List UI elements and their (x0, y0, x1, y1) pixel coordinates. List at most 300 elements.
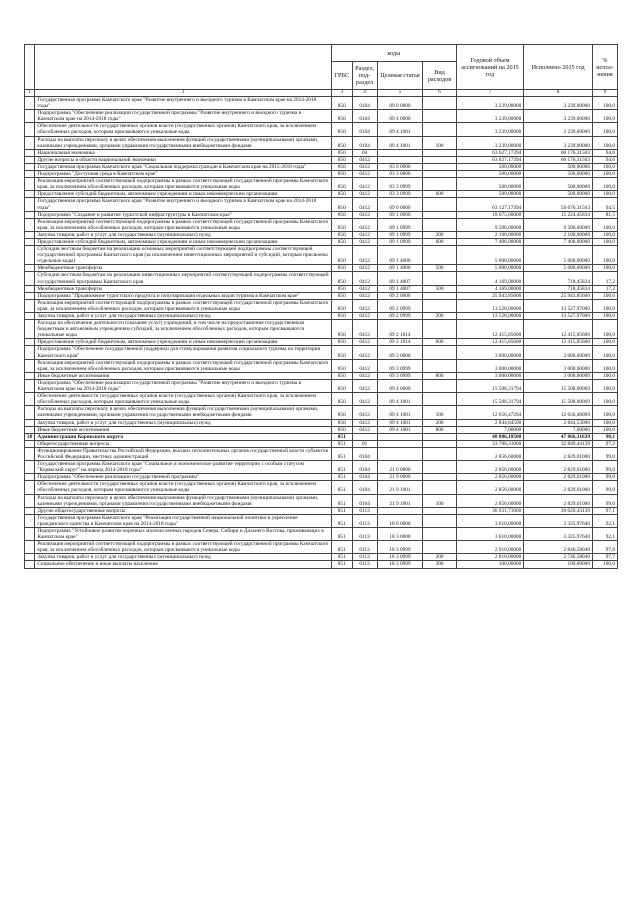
row-number (25, 406, 35, 419)
row-expense-type: 800 (423, 372, 456, 379)
row-number (25, 372, 35, 379)
row-number (25, 359, 35, 372)
header-name-cell (35, 45, 331, 90)
row-grbs: 851 (331, 447, 352, 460)
row-expense-type (423, 171, 456, 178)
row-grbs: 851 (331, 433, 352, 440)
row-expense-type: 200 (423, 419, 456, 426)
row-number (25, 554, 35, 561)
row-expense-type: 600 (423, 339, 456, 346)
row-executed: 9 506,00000 (524, 218, 593, 231)
row-razdel: 0412 (352, 299, 377, 312)
row-number (25, 481, 35, 494)
row-percent: 98,1 (592, 433, 617, 440)
row-annual-volume: 2 856,60000 (456, 461, 524, 474)
row-razdel: 0412 (352, 178, 377, 191)
row-target-article: 09 4 1001 (377, 419, 423, 426)
row-grbs: 850 (331, 406, 352, 419)
row-annual-volume: 2 100,00000 (456, 231, 524, 238)
row-grbs: 850 (331, 123, 352, 136)
row-grbs: 850 (331, 292, 352, 299)
row-number (25, 178, 35, 191)
row-grbs: 851 (331, 541, 352, 554)
table-row (25, 171, 618, 178)
table-row (25, 285, 618, 292)
table-row (25, 359, 618, 372)
row-annual-volume: 18 675,00000 (456, 211, 524, 218)
row-name: Подпрограмма "Доступная среда в Камчатском крае" (35, 171, 331, 178)
row-annual-volume: 500,00000 (456, 178, 524, 191)
row-percent: 17,2 (592, 272, 617, 285)
row-number (25, 246, 35, 265)
row-executed: 718,45834 (524, 272, 593, 285)
row-target-article: 03 3 0999 (377, 178, 423, 191)
row-expense-type: 300 (423, 561, 456, 568)
row-executed: 3 000,00000 (524, 359, 593, 372)
table-row (25, 426, 618, 433)
row-razdel: 0412 (352, 198, 377, 211)
table-row (25, 507, 618, 514)
row-razdel: 0412 (352, 211, 377, 218)
row-expense-type: 500 (423, 265, 456, 272)
row-grbs: 850 (331, 171, 352, 178)
row-executed: 13 527,97000 (524, 299, 593, 312)
table-row (25, 299, 618, 312)
row-grbs: 850 (331, 163, 352, 170)
row-razdel: 0412 (352, 238, 377, 245)
row-percent: 100,0 (592, 178, 617, 191)
row-percent: 100,0 (592, 406, 617, 419)
row-name: Государственная программа Камчатского края "Развитие внутреннего и въездного туризма в Камчатском крае на 2014-2018 годы" (35, 198, 331, 211)
row-annual-volume: 3 000,00000 (456, 359, 524, 372)
row-grbs: 850 (331, 393, 352, 406)
table-row (25, 313, 618, 320)
row-annual-volume: 5 000,00000 (456, 265, 524, 272)
row-executed: 3 000,00000 (524, 346, 593, 359)
row-name: Функционирование Правительства Российской Федерации, высших исполнительных органов государственной власти субъектов Российской Федерации, местных администраций (35, 447, 331, 460)
row-razdel: 0412 (352, 379, 377, 392)
column-index: 8 (524, 90, 593, 97)
row-executed: 59 676,31503 (524, 198, 593, 211)
row-grbs: 850 (331, 156, 352, 163)
row-executed: 500,00000 (524, 163, 593, 170)
row-razdel: 01 (352, 440, 377, 447)
row-grbs: 851 (331, 528, 352, 541)
row-razdel: 0104 (352, 110, 377, 123)
row-percent: 17,2 (592, 285, 617, 292)
table-row (25, 163, 618, 170)
row-percent: 97,1 (592, 507, 617, 514)
row-percent: 100,0 (592, 163, 617, 170)
row-annual-volume: 63 627,17394 (456, 156, 524, 163)
row-grbs: 850 (331, 246, 352, 265)
row-target-article: 18 3 0999 (377, 541, 423, 554)
row-number (25, 561, 35, 568)
row-target-article (377, 440, 423, 447)
row-razdel: 0412 (352, 406, 377, 419)
row-number (25, 379, 35, 392)
row-expense-type (423, 211, 456, 218)
row-razdel: 0113 (352, 507, 377, 514)
row-number (25, 149, 35, 156)
table-row (25, 433, 618, 440)
row-name: Предоставление субсидий бюджетным, автономным учреждениям и иным некоммерческим организациям (35, 339, 331, 346)
row-grbs: 850 (331, 198, 352, 211)
row-grbs: 851 (331, 440, 352, 447)
row-name: Общегосударственные вопросы (35, 440, 331, 447)
row-percent: 100,0 (592, 426, 617, 433)
row-name: Государственная программа Камчатского края "Социальное и экономическое развитие территории с особым статусом "Корякский округ" на период 2014-2018 годы" (35, 461, 331, 474)
row-grbs: 850 (331, 231, 352, 238)
row-target-article (377, 447, 423, 460)
row-name: Иные бюджетные ассигнования (35, 372, 331, 379)
row-razdel: 0412 (352, 292, 377, 299)
row-annual-volume: 3 610,00000 (456, 528, 524, 541)
row-target-article: 09 0 0000 (377, 198, 423, 211)
header-percent: % испол-нения (592, 45, 617, 90)
row-annual-volume: 2 856,60000 (456, 494, 524, 507)
column-index-row (25, 90, 618, 97)
row-razdel (352, 433, 377, 440)
row-number (25, 320, 35, 339)
row-razdel: 0113 (352, 514, 377, 527)
row-percent: 100,0 (592, 136, 617, 149)
header-expense-type: Вид расходов (423, 62, 456, 90)
row-annual-volume: 12 415,85600 (456, 320, 524, 339)
row-percent: 100,0 (592, 346, 617, 359)
row-executed: 500,00000 (524, 178, 593, 191)
row-grbs: 850 (331, 299, 352, 312)
table-row (25, 406, 618, 419)
row-grbs: 851 (331, 481, 352, 494)
row-number (25, 136, 35, 149)
row-expense-type (423, 218, 456, 231)
row-name: Подпрограмма "Продвижение туристского продукта и популяризация отдельных видов туризма в Камчатском крае" (35, 292, 331, 299)
header-annual-volume: Годовой объем ассигнований на 2015 год (456, 45, 524, 90)
row-target-article: 18 0 0000 (377, 514, 423, 527)
row-annual-volume: 13 528,00000 (456, 299, 524, 312)
row-name: Субсидии местным бюджетам на реализацию основных мероприятий соответствующей подпрограммы соответствующей государственной программы Камчатского края (за исключением инвестиционных мероприятий и субсидий, которым присвоены отдельные коды) (35, 246, 331, 265)
row-grbs: 850 (331, 211, 352, 218)
row-percent: 100,0 (592, 231, 617, 238)
row-percent: 100,0 (592, 359, 617, 372)
row-annual-volume: 7 406,00000 (456, 238, 524, 245)
row-percent: 100,0 (592, 123, 617, 136)
row-expense-type (423, 198, 456, 211)
row-number (25, 447, 35, 460)
row-razdel: 0412 (352, 313, 377, 320)
table-row (25, 372, 618, 379)
row-number (25, 285, 35, 292)
row-percent: 100,0 (592, 292, 617, 299)
row-annual-volume: 2 810,00000 (456, 554, 524, 561)
row-annual-volume: 4 169,00000 (456, 272, 524, 285)
row-grbs: 850 (331, 191, 352, 198)
row-name: Реализация мероприятий соответствующей подпрограммы в рамках соответствующей государственной программы Камчатского края, за исключением обособленных расходов, которым присваиваются уникальные коды (35, 218, 331, 231)
row-number (25, 474, 35, 481)
row-expense-type (423, 393, 456, 406)
row-name: Реализация мероприятий соответствующей подпрограммы в рамках соответствующей государственной программы Камчатского края, за исключением обособленных расходов, которым присваиваются уникальные коды (35, 299, 331, 312)
row-executed: 32 849,44139 (524, 440, 593, 447)
row-grbs: 850 (331, 272, 352, 285)
row-expense-type (423, 541, 456, 554)
row-number (25, 313, 35, 320)
row-target-article: 09 4 0000 (377, 110, 423, 123)
row-number (25, 231, 35, 238)
row-annual-volume: 3 239,00000 (456, 123, 524, 136)
row-number (25, 163, 35, 170)
table-row (25, 272, 618, 285)
table-row (25, 198, 618, 211)
row-annual-volume: 15 508,31794 (456, 379, 524, 392)
row-number (25, 419, 35, 426)
row-expense-type (423, 149, 456, 156)
row-annual-volume: 12 415,85600 (456, 339, 524, 346)
row-razdel: 0104 (352, 97, 377, 110)
row-name: Предоставление субсидий бюджетным, автономным учреждениям и иным некоммерческим организациям (35, 191, 331, 198)
row-number (25, 541, 35, 554)
row-percent: 81,5 (592, 211, 617, 218)
row-executed: 500,00000 (524, 171, 593, 178)
row-grbs: 851 (331, 561, 352, 568)
row-name: Подпрограмма "Устойчивое развитие коренных малочисленных народов Севера, Сибири и Дальнего Востока, проживающих в Камчатском крае" (35, 528, 331, 541)
row-annual-volume: 2 844,84500 (456, 419, 524, 426)
row-grbs: 851 (331, 494, 352, 507)
row-executed: 13 527,97000 (524, 313, 593, 320)
row-razdel: 0412 (352, 393, 377, 406)
row-number (25, 265, 35, 272)
row-target-article: 03 0 0000 (377, 163, 423, 170)
row-razdel: 0104 (352, 461, 377, 474)
row-executed: 500,00000 (524, 191, 593, 198)
row-razdel: 0113 (352, 528, 377, 541)
row-number (25, 339, 35, 346)
row-annual-volume: 2 856,60000 (456, 481, 524, 494)
row-percent: 94,6 (592, 149, 617, 156)
row-razdel: 0412 (352, 346, 377, 359)
row-razdel: 0412 (352, 265, 377, 272)
row-annual-volume: 3 000,00000 (456, 346, 524, 359)
row-percent: 99,0 (592, 447, 617, 460)
row-percent: 97,8 (592, 541, 617, 554)
row-number (25, 346, 35, 359)
row-expense-type (423, 123, 456, 136)
row-target-article: 09 1 0999 (377, 231, 423, 238)
row-number (25, 110, 35, 123)
row-name: Обеспечение деятельности государственных органов власти (государственных органов) Камчатского края, за исключением обособленных расходов, которым присваиваются уникальные коды (35, 481, 331, 494)
table-row (25, 481, 618, 494)
row-annual-volume: 5 000,00000 (456, 246, 524, 265)
row-name: Подпрограмма "Создание и развитие туристской инфраструктуры в Камчатском крае" (35, 211, 331, 218)
row-expense-type (423, 481, 456, 494)
row-grbs: 851 (331, 474, 352, 481)
row-razdel: 0412 (352, 156, 377, 163)
row-annual-volume: 3 610,00000 (456, 514, 524, 527)
row-number (25, 156, 35, 163)
row-executed: 2 829,01000 (524, 494, 593, 507)
row-percent: 100,0 (592, 171, 617, 178)
row-name: Реализация мероприятий соответствующей подпрограммы в рамках соответствующей государственной программы Камчатского края, за исключением обособленных расходов, которым присваиваются уникальные коды (35, 359, 331, 372)
row-number (25, 97, 35, 110)
row-annual-volume: 25 943,85600 (456, 292, 524, 299)
row-expense-type (423, 163, 456, 170)
row-percent: 100,0 (592, 339, 617, 346)
row-name: Расходы на выплаты персоналу в целях обеспечения выполнения функций государственными (муниципальными) органами, казенными учреждениями, органами управления государственными внебюджетными фондами (35, 136, 331, 149)
row-grbs: 851 (331, 514, 352, 527)
row-executed: 47 866,31639 (524, 433, 593, 440)
row-expense-type (423, 514, 456, 527)
row-annual-volume: 12 656,47294 (456, 406, 524, 419)
row-number (25, 123, 35, 136)
row-number (25, 171, 35, 178)
table-row (25, 149, 618, 156)
table-row (25, 346, 618, 359)
row-annual-volume: 33 788,31000 (456, 440, 524, 447)
header-grbs: ГРБС (331, 62, 352, 90)
row-expense-type (423, 292, 456, 299)
row-target-article: 09 3 0999 (377, 372, 423, 379)
row-razdel: 0104 (352, 123, 377, 136)
row-expense-type (423, 528, 456, 541)
table-row (25, 156, 618, 163)
row-razdel: 0104 (352, 494, 377, 507)
table-row (25, 178, 618, 191)
row-target-article: 09 3 0000 (377, 346, 423, 359)
table-header (25, 45, 618, 97)
table-row (25, 494, 618, 507)
row-target-article (377, 149, 423, 156)
row-target-article: 09 1 0999 (377, 238, 423, 245)
table-row (25, 561, 618, 568)
row-target-article: 09 4 0000 (377, 379, 423, 392)
table-row (25, 218, 618, 231)
row-annual-volume: 9 506,00000 (456, 218, 524, 231)
row-percent: 99,0 (592, 461, 617, 474)
row-percent: 100,0 (592, 299, 617, 312)
row-name: Закупка товаров, работ и услуг для государственных (муниципальных) нужд (35, 313, 331, 320)
row-executed: 60 176,31503 (524, 156, 593, 163)
table-row (25, 246, 618, 265)
header-executed: Исполнено 2015 год (524, 45, 593, 90)
row-executed: 30 020,43139 (524, 507, 593, 514)
table-row (25, 231, 618, 238)
row-number (25, 494, 35, 507)
row-razdel: 0412 (352, 171, 377, 178)
row-expense-type: 500 (423, 285, 456, 292)
row-percent: 92,1 (592, 514, 617, 527)
row-number (25, 440, 35, 447)
column-index: 6 (423, 90, 456, 97)
row-razdel: 0104 (352, 481, 377, 494)
row-executed: 15 224,45834 (524, 211, 593, 218)
row-grbs: 850 (331, 313, 352, 320)
row-executed: 2 829,01000 (524, 474, 593, 481)
table-row (25, 238, 618, 245)
row-annual-volume: 63 627,17394 (456, 149, 524, 156)
row-name: Иные бюджетные ассигнования (35, 426, 331, 433)
row-name: Расходы на выплаты персоналу в целях обеспечения выполнения функций государственными (муниципальными) органами, казенными учреждениями, органами управления государственными внебюджетными фондами (35, 406, 331, 419)
row-razdel: 0412 (352, 218, 377, 231)
row-grbs: 850 (331, 178, 352, 191)
row-percent: 100,0 (592, 419, 617, 426)
row-percent: 94,6 (592, 156, 617, 163)
row-name: Реализация мероприятий соответствующей подпрограммы в рамках соответствующей государственной программы Камчатского края, за исключением обособленных расходов, которым присваиваются уникальные коды (35, 178, 331, 191)
column-index: 7 (456, 90, 524, 97)
row-target-article: 18 3 0999 (377, 554, 423, 561)
row-target-article: 09 1 4007 (377, 285, 423, 292)
row-annual-volume: 13 528,00000 (456, 313, 524, 320)
row-target-article: 09 2 1014 (377, 320, 423, 339)
row-percent: 100,0 (592, 372, 617, 379)
row-target-article: 09 1 0999 (377, 218, 423, 231)
row-expense-type (423, 346, 456, 359)
row-expense-type (423, 440, 456, 447)
row-expense-type: 600 (423, 191, 456, 198)
table-row (25, 541, 618, 554)
row-target-article (377, 433, 423, 440)
row-percent: 100,0 (592, 313, 617, 320)
row-number (25, 514, 35, 527)
row-name: Подпрограмма "Обеспечение реализации государственной программы "Развитие внутреннего и въездного туризма в Камчатском крае на 2014-2018 годы" (35, 379, 331, 392)
row-executed: 2 846,58040 (524, 541, 593, 554)
row-name: Другие общегосударственные вопросы (35, 507, 331, 514)
row-annual-volume: 63 127,17394 (456, 198, 524, 211)
table-row (25, 474, 618, 481)
column-index: 2 (35, 90, 331, 97)
column-index: 5 (377, 90, 423, 97)
row-expense-type (423, 246, 456, 265)
row-annual-volume: 500,00000 (456, 171, 524, 178)
row-executed: 5 000,00000 (524, 265, 593, 272)
row-target-article: 09 4 1001 (377, 136, 423, 149)
row-percent: 100,0 (592, 393, 617, 406)
row-number (25, 426, 35, 433)
row-razdel: 0412 (352, 419, 377, 426)
row-expense-type: 200 (423, 313, 456, 320)
row-expense-type (423, 447, 456, 460)
row-number (25, 272, 35, 285)
row-name: Обеспечение деятельности государственных органов власти (государственных органов) Камчатского края, за исключением обособленных расходов, которым присваиваются уникальные коды (35, 123, 331, 136)
row-expense-type (423, 272, 456, 285)
row-razdel: 0412 (352, 320, 377, 339)
row-expense-type (423, 97, 456, 110)
row-expense-type (423, 474, 456, 481)
row-target-article: 21 9 0000 (377, 474, 423, 481)
row-number (25, 198, 35, 211)
row-executed: 2 829,01000 (524, 481, 593, 494)
row-name: Реализация мероприятий соответствующей подпрограммы в рамках соответствующей государственной программы Камчатского края, за исключением обособленных расходов, которым присваиваются уникальные коды (35, 541, 331, 554)
row-percent: 99,0 (592, 494, 617, 507)
row-name: Закупка товаров, работ и услуг для государственных (муниципальных) нужд (35, 419, 331, 426)
row-percent: 100,0 (592, 218, 617, 231)
row-executed: 25 943,85600 (524, 292, 593, 299)
table-row (25, 440, 618, 447)
row-expense-type (423, 320, 456, 339)
row-annual-volume: 500,00000 (456, 191, 524, 198)
row-number (25, 191, 35, 198)
row-name: Социальное обеспечение и иные выплаты населению (35, 561, 331, 568)
row-razdel: 0104 (352, 136, 377, 149)
row-razdel: 0412 (352, 359, 377, 372)
row-razdel: 0113 (352, 541, 377, 554)
row-executed: 3 325,97640 (524, 528, 593, 541)
row-executed: 60 176,31503 (524, 149, 593, 156)
row-annual-volume: 2 856,60000 (456, 474, 524, 481)
row-executed: 3 239,00000 (524, 110, 593, 123)
row-expense-type (423, 379, 456, 392)
row-target-article: 09 2 0999 (377, 299, 423, 312)
row-target-article: 03 3 0999 (377, 191, 423, 198)
